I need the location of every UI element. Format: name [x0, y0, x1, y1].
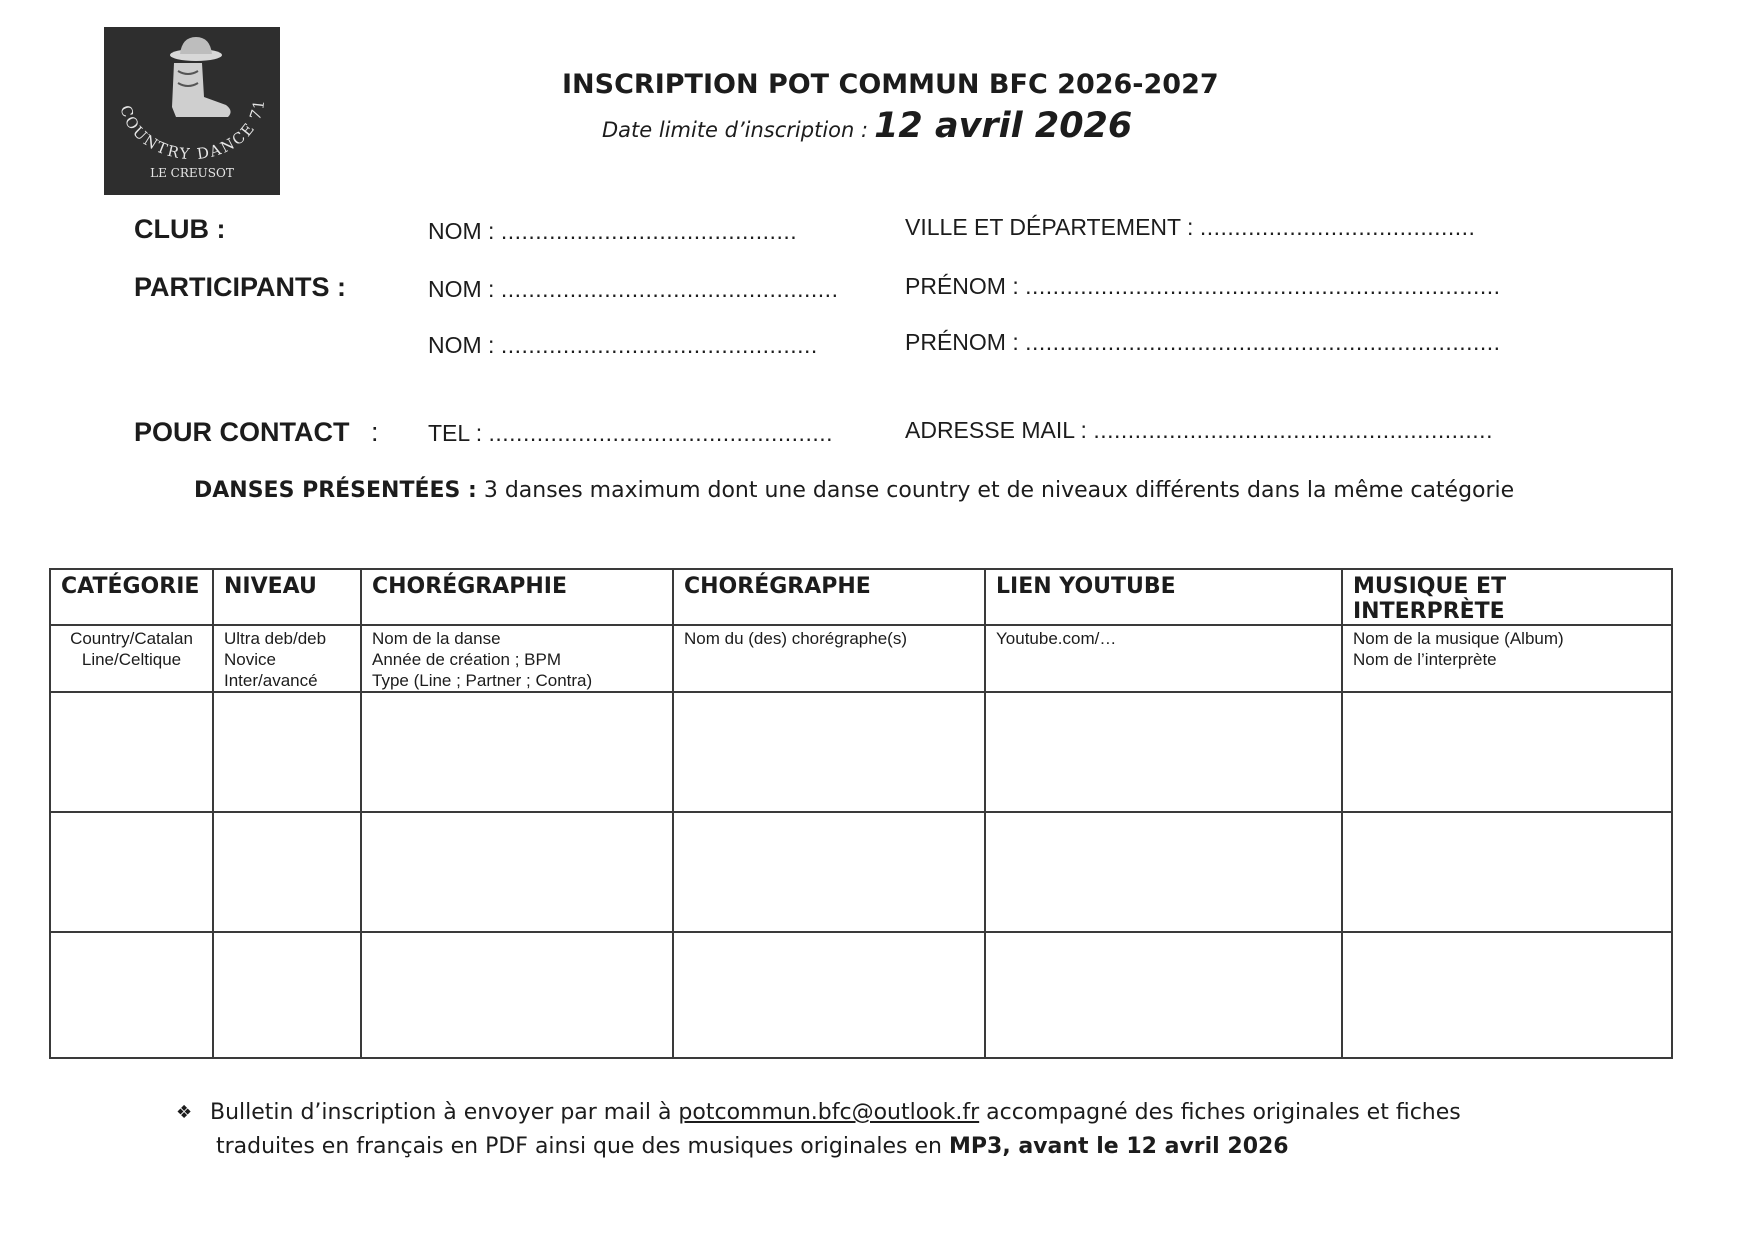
- participant1-nom-dots: .................................................: [500, 276, 839, 302]
- participant1-prenom-dots: .....................................................................: [1025, 273, 1501, 299]
- tel-label: TEL :: [428, 420, 483, 446]
- cowboy-boot-icon: [172, 63, 231, 117]
- cell-lien-youtube[interactable]: [985, 692, 1342, 812]
- contact-label-text: POUR CONTACT: [134, 417, 350, 447]
- ville-field[interactable]: [905, 214, 1475, 241]
- cowboy-hat-icon: [170, 37, 222, 61]
- col-title-musique: MUSIQUE ET INTERPRÈTE: [1342, 569, 1672, 625]
- cell-categorie[interactable]: [50, 692, 213, 812]
- participant1-prenom-field[interactable]: [905, 273, 1501, 300]
- cell-choregraphie[interactable]: [361, 812, 673, 932]
- table-row: [50, 932, 1672, 1058]
- col-sub-niveau: [213, 625, 361, 692]
- tel-field[interactable]: [428, 420, 833, 447]
- col-title-lien-youtube: LIEN YOUTUBE: [985, 569, 1342, 625]
- email-link[interactable]: potcommun.bfc@outlook.fr: [678, 1100, 980, 1125]
- dances-table: [49, 568, 1673, 1059]
- participant1-nom-field[interactable]: [428, 276, 838, 303]
- participant2-nom-field[interactable]: [428, 332, 818, 359]
- deadline-date: 12 avril 2026: [874, 106, 1133, 146]
- club-nom-field[interactable]: [428, 218, 797, 245]
- footer-bold: MP3, avant le 12 avril 2026: [949, 1134, 1289, 1159]
- participant2-prenom-label: PRÉNOM :: [905, 329, 1019, 355]
- footer-line-1: [210, 1096, 1461, 1130]
- footer-note: [176, 1096, 1461, 1164]
- participant1-nom-label: NOM :: [428, 276, 495, 302]
- footer-text-3: traduites en français en PDF ainsi que des musiques originales en: [216, 1134, 942, 1159]
- cell-choregraphie[interactable]: [361, 692, 673, 812]
- tel-dots: ..................................................: [488, 420, 834, 446]
- col-sub-choregraphie: [361, 625, 673, 692]
- club-nom-label: NOM :: [428, 218, 495, 244]
- ville-label: VILLE ET DÉPARTEMENT :: [905, 214, 1194, 240]
- logo-town: LE CREUSOT: [150, 166, 234, 180]
- col-sub-line: Nom de la musique (Album): [1353, 629, 1564, 648]
- col-sub-lien-youtube: [985, 625, 1342, 692]
- cell-categorie[interactable]: [50, 812, 213, 932]
- col-sub-line: Line/Celtique: [81, 650, 182, 669]
- col-sub-line: Ultra deb/deb: [224, 629, 327, 648]
- bullet-icon: ❖: [176, 1102, 193, 1123]
- contact-colon: :: [371, 417, 379, 447]
- col-title-choregraphie: CHORÉGRAPHIE: [361, 569, 673, 625]
- participant2-prenom-field[interactable]: [905, 329, 1501, 356]
- mail-field[interactable]: [905, 417, 1493, 444]
- contact-label: [134, 417, 379, 448]
- danses-text: 3 danses maximum dont une danse country et de niveaux différents dans la même catégorie: [483, 478, 1515, 503]
- club-logo: [104, 27, 280, 195]
- col-sub-line: Country/Catalan: [70, 629, 193, 648]
- participant1-prenom-label: PRÉNOM :: [905, 273, 1019, 299]
- cell-musique[interactable]: [1342, 932, 1672, 1058]
- mail-dots: ..........................................................: [1093, 417, 1493, 443]
- col-sub-line: Novice: [224, 650, 276, 669]
- cell-choregraphie[interactable]: [361, 932, 673, 1058]
- footer-line-2: [216, 1130, 1461, 1164]
- danses-instruction: [194, 478, 1514, 503]
- col-sub-line: Nom du (des) chorégraphe(s): [684, 629, 907, 648]
- deadline: [602, 106, 1132, 146]
- col-sub-line: Youtube.com/…: [996, 629, 1117, 648]
- cell-choregraphe[interactable]: [673, 812, 985, 932]
- cell-choregraphe[interactable]: [673, 932, 985, 1058]
- col-sub-line: Nom de la danse: [372, 629, 501, 648]
- deadline-label: Date limite d’inscription :: [602, 118, 869, 142]
- participant2-nom-dots: ..............................................: [500, 332, 818, 358]
- country-dance-logo: [104, 27, 280, 195]
- col-title-choregraphe: CHORÉGRAPHE: [673, 569, 985, 625]
- cell-categorie[interactable]: [50, 932, 213, 1058]
- cell-niveau[interactable]: [213, 932, 361, 1058]
- col-sub-categorie: [50, 625, 213, 692]
- participant2-nom-label: NOM :: [428, 332, 495, 358]
- table-row: [50, 812, 1672, 932]
- mail-label: ADRESSE MAIL :: [905, 417, 1087, 443]
- club-nom-dots: ...........................................: [500, 218, 798, 244]
- col-sub-line: Année de création ; BPM: [372, 650, 562, 669]
- footer-text-2: accompagné des fiches originales et fiches: [986, 1100, 1461, 1125]
- col-sub-musique: [1342, 625, 1672, 692]
- club-label: CLUB :: [134, 214, 226, 244]
- cell-niveau[interactable]: [213, 812, 361, 932]
- col-title-categorie: CATÉGORIE: [50, 569, 213, 625]
- col-sub-line: Type (Line ; Partner ; Contra): [372, 671, 593, 690]
- col-sub-line: Inter/avancé: [224, 671, 318, 690]
- table-subheader-row: [50, 625, 1672, 692]
- table-row: [50, 692, 1672, 812]
- footer-text-1: Bulletin d’inscription à envoyer par mail à: [210, 1100, 672, 1125]
- cell-musique[interactable]: [1342, 692, 1672, 812]
- participant2-prenom-dots: .....................................................................: [1025, 329, 1501, 355]
- ville-dots: ........................................: [1199, 214, 1476, 240]
- form-title: INSCRIPTION POT COMMUN BFC 2026-2027: [562, 69, 1219, 100]
- table-header-row: [50, 569, 1672, 625]
- danses-label: DANSES PRÉSENTÉES :: [194, 478, 477, 503]
- cell-lien-youtube[interactable]: [985, 812, 1342, 932]
- logo-name: COUNTRY DANCE 71: [116, 97, 269, 164]
- cell-lien-youtube[interactable]: [985, 932, 1342, 1058]
- col-sub-choregraphe: [673, 625, 985, 692]
- cell-niveau[interactable]: [213, 692, 361, 812]
- col-sub-line: Nom de l’interprète: [1353, 650, 1497, 669]
- cell-choregraphe[interactable]: [673, 692, 985, 812]
- col-title-niveau: NIVEAU: [213, 569, 361, 625]
- cell-musique[interactable]: [1342, 812, 1672, 932]
- participants-label: PARTICIPANTS :: [134, 272, 346, 302]
